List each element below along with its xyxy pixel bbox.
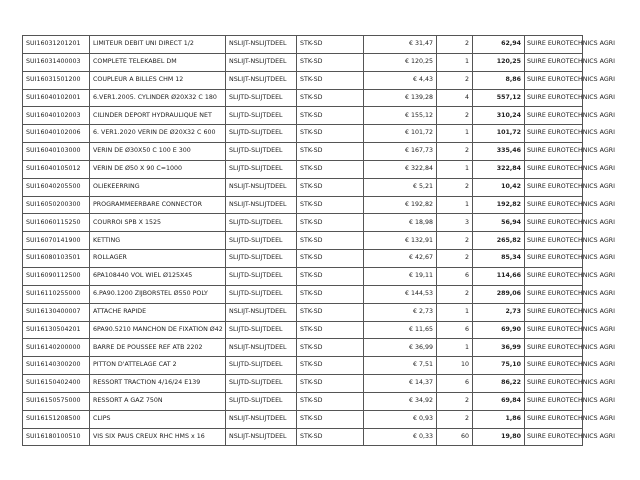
item-unit-price: € 18,98 xyxy=(364,214,437,232)
item-supplier: SUIRE EUROTECHNICS AGRI xyxy=(525,428,583,446)
item-unit-price: € 34,92 xyxy=(364,392,437,410)
item-quantity: 6 xyxy=(437,321,473,339)
table-row xyxy=(23,357,583,375)
item-total: 265,82 xyxy=(473,232,525,250)
item-stock-type: STK-SD xyxy=(297,232,364,250)
item-stock-type: STK-SD xyxy=(297,321,364,339)
item-supplier: SUIRE EUROTECHNICS AGRI xyxy=(525,125,583,143)
item-total: 310,24 xyxy=(473,107,525,125)
item-unit-price: € 7,51 xyxy=(364,357,437,375)
item-quantity: 3 xyxy=(437,214,473,232)
item-total: 10,42 xyxy=(473,178,525,196)
item-stock-type: STK-SD xyxy=(297,392,364,410)
item-total: 85,34 xyxy=(473,250,525,268)
item-supplier: SUIRE EUROTECHNICS AGRI xyxy=(525,36,583,54)
item-description: ROLLAGER xyxy=(90,250,226,268)
item-total: 86,22 xyxy=(473,375,525,393)
item-supplier: SUIRE EUROTECHNICS AGRI xyxy=(525,250,583,268)
item-supplier: SUIRE EUROTECHNICS AGRI xyxy=(525,375,583,393)
item-stock-type: STK-SD xyxy=(297,143,364,161)
item-unit-price: € 5,21 xyxy=(364,178,437,196)
item-code: SUI16050200300 xyxy=(23,196,90,214)
item-code: SUI16040103000 xyxy=(23,143,90,161)
item-total: 114,66 xyxy=(473,267,525,285)
item-category: NSLIJT-NSLIJTDEEL xyxy=(226,178,297,196)
item-stock-type: STK-SD xyxy=(297,303,364,321)
table-row xyxy=(23,321,583,339)
item-total: 1,86 xyxy=(473,410,525,428)
item-description: KETTING xyxy=(90,232,226,250)
item-quantity: 1 xyxy=(437,53,473,71)
item-code: SUI16140200000 xyxy=(23,339,90,357)
item-unit-price: € 0,33 xyxy=(364,428,437,446)
item-unit-price: € 36,99 xyxy=(364,339,437,357)
item-category: NSLIJT-NSLIJTDEEL xyxy=(226,428,297,446)
item-supplier: SUIRE EUROTECHNICS AGRI xyxy=(525,107,583,125)
item-stock-type: STK-SD xyxy=(297,410,364,428)
item-code: SUI16060115250 xyxy=(23,214,90,232)
item-category: SLIJTD-SLIJTDEEL xyxy=(226,375,297,393)
table-row xyxy=(23,36,583,54)
item-supplier: SUIRE EUROTECHNICS AGRI xyxy=(525,285,583,303)
item-description: COURROI SPB X 1525 xyxy=(90,214,226,232)
item-unit-price: € 42,67 xyxy=(364,250,437,268)
table-row xyxy=(23,232,583,250)
table-row xyxy=(23,267,583,285)
table-row xyxy=(23,392,583,410)
item-unit-price: € 101,72 xyxy=(364,125,437,143)
item-description: 6.PA90.1200 ZIJBORSTEL Ø550 POLY xyxy=(90,285,226,303)
item-total: 56,94 xyxy=(473,214,525,232)
item-quantity: 1 xyxy=(437,125,473,143)
table-row xyxy=(23,214,583,232)
item-total: 8,86 xyxy=(473,71,525,89)
item-description: COMPLETE TELEKABEL DM xyxy=(90,53,226,71)
inventory-table-body xyxy=(23,36,615,446)
item-total: 62,94 xyxy=(473,36,525,54)
item-category: NSLIJT-NSLIJTDEEL xyxy=(226,410,297,428)
item-category: SLIJTD-SLIJTDEEL xyxy=(226,125,297,143)
item-quantity: 2 xyxy=(437,410,473,428)
item-description: COUPLEUR A BILLES CHM 12 xyxy=(90,71,226,89)
item-unit-price: € 31,47 xyxy=(364,36,437,54)
item-total: 289,06 xyxy=(473,285,525,303)
item-category: SLIJTD-SLIJTDEEL xyxy=(226,143,297,161)
item-stock-type: STK-SD xyxy=(297,125,364,143)
item-stock-type: STK-SD xyxy=(297,36,364,54)
table-row xyxy=(23,339,583,357)
item-code: SUI16031400003 xyxy=(23,53,90,71)
item-total: 69,84 xyxy=(473,392,525,410)
item-description: CLIPS xyxy=(90,410,226,428)
item-unit-price: € 144,53 xyxy=(364,285,437,303)
item-total: 19,80 xyxy=(473,428,525,446)
item-supplier: SUIRE EUROTECHNICS AGRI xyxy=(525,53,583,71)
table-row xyxy=(23,196,583,214)
item-description: VERIN DE Ø50 X 90 C=1000 xyxy=(90,160,226,178)
item-supplier: SUIRE EUROTECHNICS AGRI xyxy=(525,232,583,250)
item-quantity: 2 xyxy=(437,71,473,89)
item-total: 322,84 xyxy=(473,160,525,178)
table-row xyxy=(23,89,583,107)
item-stock-type: STK-SD xyxy=(297,267,364,285)
item-code: SUI16151208500 xyxy=(23,410,90,428)
item-supplier: SUIRE EUROTECHNICS AGRI xyxy=(525,160,583,178)
item-category: NSLIJT-NSLIJTDEEL xyxy=(226,71,297,89)
item-supplier: SUIRE EUROTECHNICS AGRI xyxy=(525,214,583,232)
item-category: NSLIJT-NSLIJTDEEL xyxy=(226,53,297,71)
item-stock-type: STK-SD xyxy=(297,214,364,232)
item-category: NSLIJT-NSLIJTDEEL xyxy=(226,339,297,357)
table-row xyxy=(23,428,583,446)
item-description: RESSORT A GAZ 750N xyxy=(90,392,226,410)
item-stock-type: STK-SD xyxy=(297,53,364,71)
item-code: SUI16070141900 xyxy=(23,232,90,250)
table-row xyxy=(23,250,583,268)
item-quantity: 60 xyxy=(437,428,473,446)
item-quantity: 1 xyxy=(437,339,473,357)
table-row xyxy=(23,375,583,393)
item-category: SLIJTD-SLIJTDEEL xyxy=(226,357,297,375)
item-category: SLIJTD-SLIJTDEEL xyxy=(226,160,297,178)
table-row xyxy=(23,71,583,89)
table-row xyxy=(23,107,583,125)
item-category: SLIJTD-SLIJTDEEL xyxy=(226,89,297,107)
item-supplier: SUIRE EUROTECHNICS AGRI xyxy=(525,178,583,196)
item-quantity: 1 xyxy=(437,196,473,214)
item-supplier: SUIRE EUROTECHNICS AGRI xyxy=(525,89,583,107)
item-supplier: SUIRE EUROTECHNICS AGRI xyxy=(525,321,583,339)
item-description: 6. VER1.2020 VERIN DE Ø20X32 C 600 xyxy=(90,125,226,143)
item-supplier: SUIRE EUROTECHNICS AGRI xyxy=(525,71,583,89)
item-total: 192,82 xyxy=(473,196,525,214)
inventory-sheet xyxy=(22,35,615,446)
item-code: SUI16140300200 xyxy=(23,357,90,375)
item-unit-price: € 120,25 xyxy=(364,53,437,71)
item-total: 557,12 xyxy=(473,89,525,107)
item-supplier: SUIRE EUROTECHNICS AGRI xyxy=(525,303,583,321)
item-code: SUI16110255000 xyxy=(23,285,90,303)
item-code: SUI16130400007 xyxy=(23,303,90,321)
item-supplier: SUIRE EUROTECHNICS AGRI xyxy=(525,339,583,357)
item-description: OLIEKEERRING xyxy=(90,178,226,196)
table-row xyxy=(23,160,583,178)
item-description: 6PA90.5210 MANCHON DE FIXATION Ø42 xyxy=(90,321,226,339)
item-code: SUI16180100510 xyxy=(23,428,90,446)
item-total: 36,99 xyxy=(473,339,525,357)
item-quantity: 2 xyxy=(437,392,473,410)
item-category: SLIJTD-SLIJTDEEL xyxy=(226,107,297,125)
item-code: SUI16031501200 xyxy=(23,71,90,89)
item-description: BARRE DE POUSSEE REF ATB 2202 xyxy=(90,339,226,357)
item-category: SLIJTD-SLIJTDEEL xyxy=(226,285,297,303)
item-unit-price: € 4,43 xyxy=(364,71,437,89)
item-supplier: SUIRE EUROTECHNICS AGRI xyxy=(525,143,583,161)
item-code: SUI16040205500 xyxy=(23,178,90,196)
item-unit-price: € 322,84 xyxy=(364,160,437,178)
item-stock-type: STK-SD xyxy=(297,160,364,178)
item-description: ATTACHE RAPIDE xyxy=(90,303,226,321)
item-description: 6.VER1.2005. CYLINDER Ø20X32 C 180 xyxy=(90,89,226,107)
item-quantity: 6 xyxy=(437,267,473,285)
item-total: 69,90 xyxy=(473,321,525,339)
item-code: SUI16090112500 xyxy=(23,267,90,285)
item-category: NSLIJT-NSLIJTDEEL xyxy=(226,36,297,54)
item-unit-price: € 11,65 xyxy=(364,321,437,339)
item-code: SUI16130504201 xyxy=(23,321,90,339)
item-category: NSLIJT-NSLIJTDEEL xyxy=(226,196,297,214)
item-quantity: 1 xyxy=(437,160,473,178)
item-code: SUI16040102006 xyxy=(23,125,90,143)
item-stock-type: STK-SD xyxy=(297,178,364,196)
item-total: 335,46 xyxy=(473,143,525,161)
item-quantity: 10 xyxy=(437,357,473,375)
item-supplier: SUIRE EUROTECHNICS AGRI xyxy=(525,267,583,285)
item-quantity: 1 xyxy=(437,303,473,321)
item-unit-price: € 139,28 xyxy=(364,89,437,107)
item-stock-type: STK-SD xyxy=(297,375,364,393)
item-total: 101,72 xyxy=(473,125,525,143)
table-row xyxy=(23,285,583,303)
item-quantity: 2 xyxy=(437,36,473,54)
item-unit-price: € 192,82 xyxy=(364,196,437,214)
item-description: RESSORT TRACTION 4/16/24 E139 xyxy=(90,375,226,393)
item-category: SLIJTD-SLIJTDEEL xyxy=(226,321,297,339)
item-category: SLIJTD-SLIJTDEEL xyxy=(226,392,297,410)
item-description: PROGRAMMEERBARE CONNECTOR xyxy=(90,196,226,214)
item-unit-price: € 155,12 xyxy=(364,107,437,125)
inventory-table xyxy=(22,35,615,446)
item-supplier: SUIRE EUROTECHNICS AGRI xyxy=(525,357,583,375)
item-stock-type: STK-SD xyxy=(297,339,364,357)
item-code: SUI16040105012 xyxy=(23,160,90,178)
item-total: 75,10 xyxy=(473,357,525,375)
item-category: SLIJTD-SLIJTDEEL xyxy=(226,267,297,285)
item-code: SUI16080103501 xyxy=(23,250,90,268)
item-quantity: 2 xyxy=(437,178,473,196)
item-quantity: 2 xyxy=(437,143,473,161)
item-quantity: 4 xyxy=(437,89,473,107)
item-category: NSLIJT-NSLIJTDEEL xyxy=(226,303,297,321)
item-stock-type: STK-SD xyxy=(297,357,364,375)
item-description: VIS SIX PAUS CREUX RHC HMS x 16 xyxy=(90,428,226,446)
item-code: SUI16031201201 xyxy=(23,36,90,54)
item-code: SUI16150402400 xyxy=(23,375,90,393)
item-unit-price: € 132,91 xyxy=(364,232,437,250)
item-description: LIMITEUR DEBIT UNI DIRECT 1/2 xyxy=(90,36,226,54)
item-quantity: 6 xyxy=(437,375,473,393)
item-stock-type: STK-SD xyxy=(297,250,364,268)
item-supplier: SUIRE EUROTECHNICS AGRI xyxy=(525,392,583,410)
item-stock-type: STK-SD xyxy=(297,196,364,214)
item-description: CILINDER DEPORT HYDRAULIQUE NET xyxy=(90,107,226,125)
table-row xyxy=(23,53,583,71)
item-description: VERIN DE Ø30X50 C 100 E 300 xyxy=(90,143,226,161)
item-stock-type: STK-SD xyxy=(297,107,364,125)
item-unit-price: € 19,11 xyxy=(364,267,437,285)
item-unit-price: € 0,93 xyxy=(364,410,437,428)
item-supplier: SUIRE EUROTECHNICS AGRI xyxy=(525,196,583,214)
table-row xyxy=(23,143,583,161)
table-row xyxy=(23,178,583,196)
item-quantity: 2 xyxy=(437,285,473,303)
item-description: PITTON D'ATTELAGE CAT 2 xyxy=(90,357,226,375)
item-unit-price: € 167,73 xyxy=(364,143,437,161)
item-stock-type: STK-SD xyxy=(297,89,364,107)
item-category: SLIJTD-SLIJTDEEL xyxy=(226,232,297,250)
item-stock-type: STK-SD xyxy=(297,71,364,89)
item-supplier: SUIRE EUROTECHNICS AGRI xyxy=(525,410,583,428)
table-row xyxy=(23,303,583,321)
table-row xyxy=(23,410,583,428)
item-quantity: 2 xyxy=(437,107,473,125)
item-quantity: 2 xyxy=(437,250,473,268)
item-category: SLIJTD-SLIJTDEEL xyxy=(226,214,297,232)
item-stock-type: STK-SD xyxy=(297,428,364,446)
item-quantity: 2 xyxy=(437,232,473,250)
item-code: SUI16040102001 xyxy=(23,89,90,107)
item-stock-type: STK-SD xyxy=(297,285,364,303)
item-total: 120,25 xyxy=(473,53,525,71)
table-row xyxy=(23,125,583,143)
item-code: SUI16150575000 xyxy=(23,392,90,410)
item-code: SUI16040102003 xyxy=(23,107,90,125)
item-description: 6PA108440 VOL WIEL Ø125X45 xyxy=(90,267,226,285)
item-category: SLIJTD-SLIJTDEEL xyxy=(226,250,297,268)
item-unit-price: € 2,73 xyxy=(364,303,437,321)
item-unit-price: € 14,37 xyxy=(364,375,437,393)
item-total: 2,73 xyxy=(473,303,525,321)
